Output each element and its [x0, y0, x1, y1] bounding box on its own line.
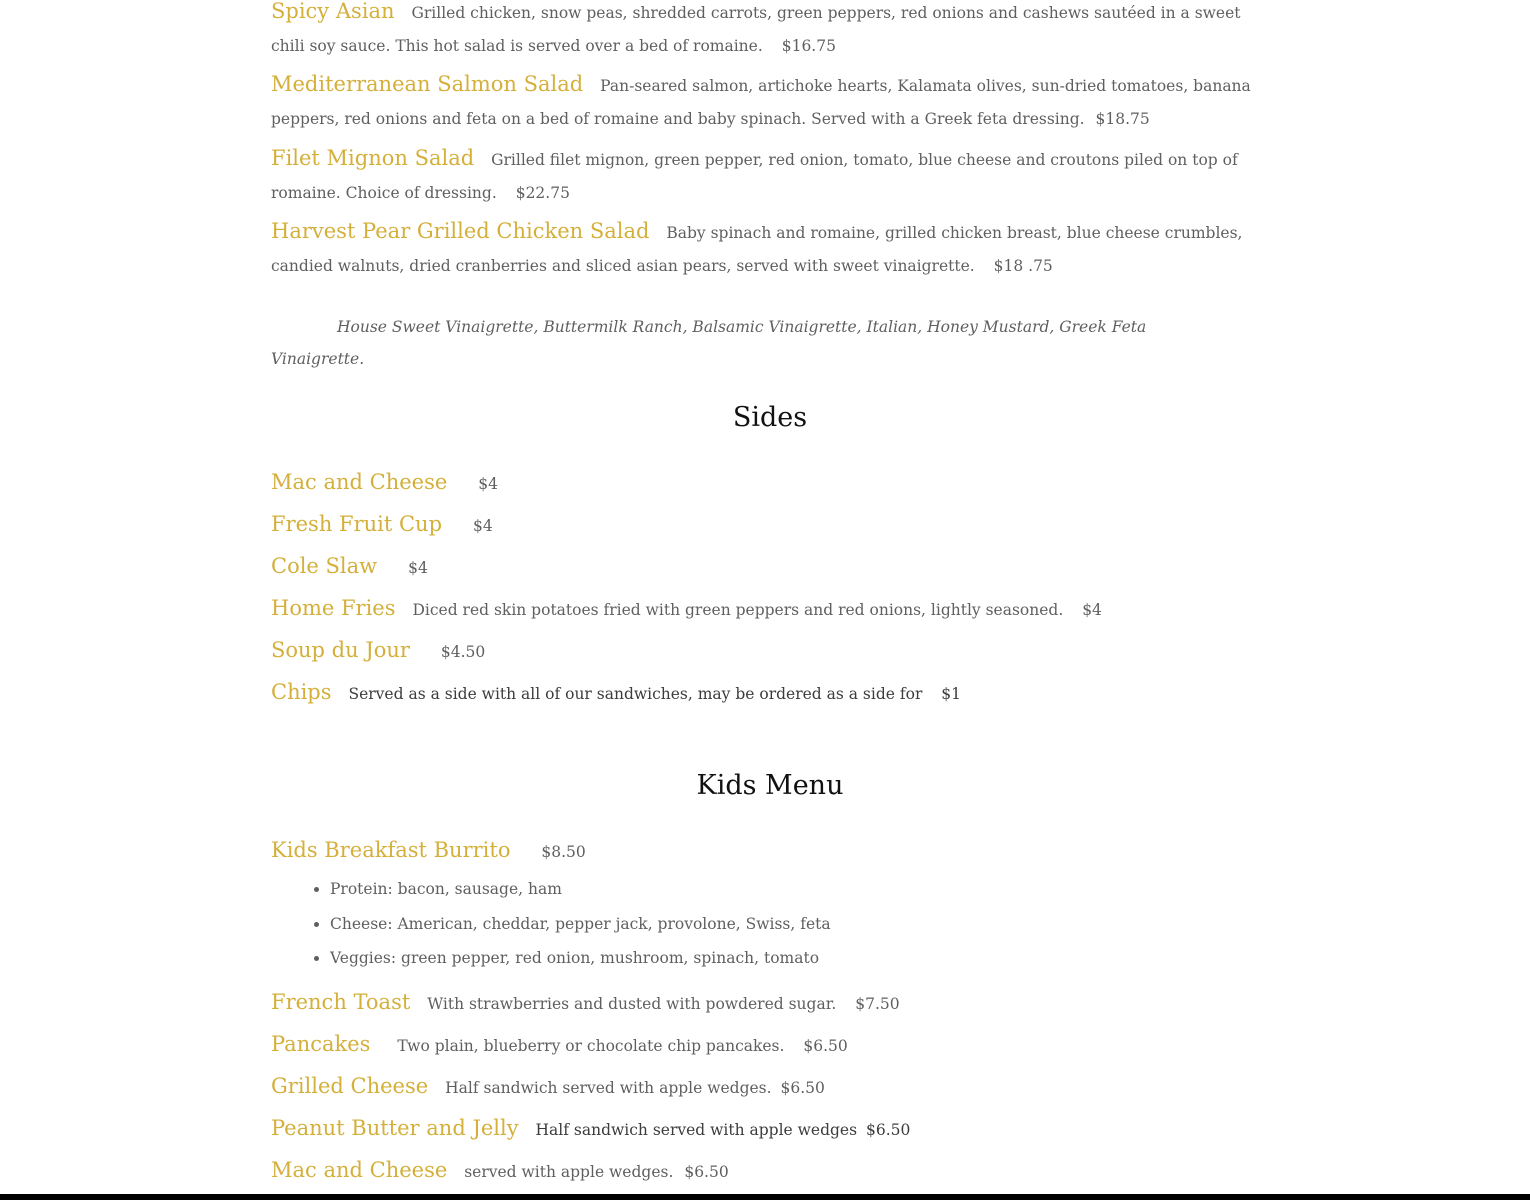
item-price: $6.50 — [780, 1079, 825, 1097]
kids-item-mac-and-cheese — [271, 1154, 1271, 1189]
item-price: $6.50 — [866, 1121, 911, 1139]
item-name: Cole Slaw — [271, 554, 378, 578]
side-item-home-fries — [271, 592, 1271, 627]
item-description: Grilled filet mignon, green pepper, red onion, tomato, blue cheese and croutons piled on top of romaine. Choice of dressing. — [271, 151, 1238, 202]
item-name: Chips — [271, 680, 332, 704]
kids-item-peanut-butter-and-jelly — [271, 1112, 1271, 1147]
item-name: Mac and Cheese — [271, 470, 448, 494]
item-price: $8.50 — [541, 843, 586, 861]
menu-item-mediterranean-salmon-salad — [271, 68, 1271, 136]
item-name: Peanut Butter and Jelly — [271, 1116, 519, 1140]
item-name: Filet Mignon Salad — [271, 146, 475, 170]
item-price: $22.75 — [515, 184, 570, 202]
item-description: Half sandwich served with apple wedges. — [445, 1079, 772, 1097]
dressing-options: House Sweet Vinaigrette, Buttermilk Ranch, Balsamic Vinaigrette, Italian, Honey Mustard, Greek Feta Vinaigrette. — [271, 318, 1147, 368]
item-price: $18 .75 — [993, 257, 1053, 275]
list-item: • Veggies: green pepper, red onion, mushroom, spinach, tomato — [330, 941, 831, 976]
item-name: Grilled Cheese — [271, 1074, 429, 1098]
item-description: Two plain, blueberry or chocolate chip pancakes. — [397, 1037, 785, 1055]
item-name: Harvest Pear Grilled Chicken Salad — [271, 219, 650, 243]
item-description: Grilled chicken, snow peas, shredded carrots, green peppers, red onions and cashews sautéed in a sweet chili soy sauce. This hot salad is served over a bed of romaine. — [271, 4, 1241, 55]
item-name: Kids Breakfast Burrito — [271, 838, 511, 862]
menu-item-harvest-pear-grilled-chicken-salad — [271, 215, 1271, 283]
item-price: $18.75 — [1095, 110, 1150, 128]
item-price: $4 — [408, 559, 428, 577]
item-price: $4 — [1082, 601, 1102, 619]
side-item-cole-slaw — [271, 550, 1271, 585]
item-description: With strawberries and dusted with powdered sugar. — [427, 995, 837, 1013]
item-name: French Toast — [271, 990, 411, 1014]
item-price: $4 — [472, 517, 493, 535]
item-price: $6.50 — [803, 1037, 848, 1055]
item-price: $16.75 — [781, 37, 836, 55]
kids-item-pancakes — [271, 1028, 1271, 1063]
list-item: • Protein: bacon, sausage, ham — [330, 872, 831, 907]
side-item-mac-and-cheese — [271, 466, 1271, 501]
kids-item-breakfast-burrito — [271, 834, 1271, 869]
menu-item-filet-mignon-salad — [271, 142, 1271, 210]
item-name: Home Fries — [271, 596, 396, 620]
menu-item-spicy-asian — [271, 0, 1271, 63]
list-item: • Cheese: American, cheddar, pepper jack, provolone, Swiss, feta — [330, 907, 831, 942]
item-price: $4.50 — [440, 643, 486, 661]
item-description: Served as a side with all of our sandwiches, may be ordered as a side for — [348, 685, 923, 703]
item-name: Mac and Cheese — [271, 1158, 448, 1182]
item-description: Pan-seared salmon, artichoke hearts, Kalamata olives, sun-dried tomatoes, banana peppers, red onions and feta on a bed of romaine and baby spinach. Served with a Greek feta dressing. — [271, 77, 1251, 128]
side-item-chips — [271, 676, 1271, 711]
item-description: Baby spinach and romaine, grilled chicken breast, blue cheese crumbles, candied walnuts, dried cranberries and sliced asian pears, served with sweet vinaigrette. — [271, 224, 1243, 275]
item-price: $4 — [478, 475, 498, 493]
item-name: Pancakes — [271, 1032, 371, 1056]
item-price: $7.50 — [855, 995, 900, 1013]
side-item-soup-du-jour — [271, 634, 1271, 669]
kids-item-grilled-cheese — [271, 1070, 1271, 1105]
kids-item-french-toast — [271, 986, 1271, 1021]
item-price: $6.50 — [684, 1163, 729, 1181]
item-description: Half sandwich served with apple wedges — [535, 1121, 858, 1139]
item-description: Diced red skin potatoes fried with green peppers and red onions, lightly seasoned. — [412, 601, 1064, 619]
section-title-kids-menu: Kids Menu — [696, 770, 844, 801]
item-name: Mediterranean Salmon Salad — [271, 72, 584, 96]
item-name: Soup du Jour — [271, 638, 410, 662]
item-name: Fresh Fruit Cup — [271, 512, 443, 536]
bottom-border-bar — [0, 1194, 1530, 1200]
item-price: $1 — [941, 685, 962, 703]
burrito-options-list — [271, 872, 831, 976]
item-description: served with apple wedges. — [464, 1163, 674, 1181]
side-item-fresh-fruit-cup — [271, 508, 1271, 543]
item-name: Spicy Asian — [271, 0, 395, 23]
section-title-sides: Sides — [732, 402, 808, 433]
